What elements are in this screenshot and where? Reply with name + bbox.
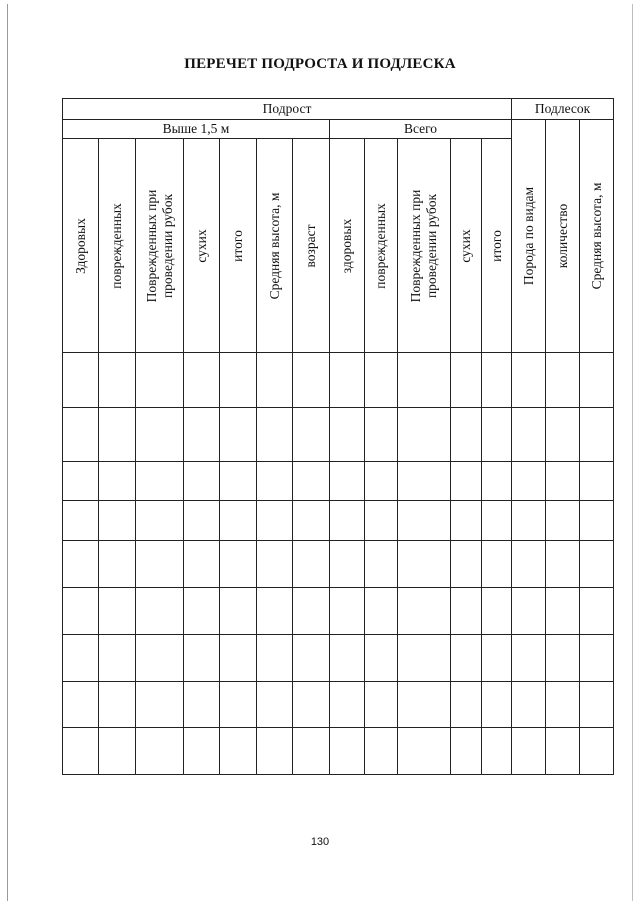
- col-header-avg-height-underbrush: Средняя высота, м: [580, 120, 614, 353]
- table-cell[interactable]: [136, 541, 184, 588]
- table-cell[interactable]: [546, 635, 580, 682]
- table-row: [63, 353, 614, 408]
- table-cell[interactable]: [184, 541, 220, 588]
- col-header-damaged-logging: Поврежденных при проведении рубок: [136, 139, 184, 353]
- tally-table: [62, 98, 614, 775]
- col-header-species: Порода по видам: [512, 120, 546, 353]
- table-cell[interactable]: [546, 682, 580, 728]
- table-cell[interactable]: [63, 501, 99, 541]
- table-cell[interactable]: [293, 353, 330, 408]
- header-underbrush: Подлесок: [512, 99, 614, 120]
- table-cell[interactable]: [136, 501, 184, 541]
- table-cell[interactable]: [330, 462, 365, 501]
- table-cell[interactable]: [580, 728, 614, 775]
- table-cell[interactable]: [257, 728, 293, 775]
- table-cell[interactable]: [184, 462, 220, 501]
- table-cell[interactable]: [330, 635, 365, 682]
- table-cell[interactable]: [184, 728, 220, 775]
- table-cell[interactable]: [330, 408, 365, 462]
- table-cell[interactable]: [293, 501, 330, 541]
- page-title: ПЕРЕЧЕТ ПОДРОСТА И ПОДЛЕСКА: [184, 56, 456, 72]
- table-cell[interactable]: [398, 541, 451, 588]
- table-row: [63, 462, 614, 501]
- table-cell[interactable]: [365, 353, 398, 408]
- table-cell[interactable]: [330, 353, 365, 408]
- table-cell[interactable]: [512, 588, 546, 635]
- table-cell[interactable]: [220, 408, 257, 462]
- col-header-subtotal: итого: [220, 139, 257, 353]
- table-cell[interactable]: [184, 353, 220, 408]
- table-cell[interactable]: [482, 588, 512, 635]
- table-cell[interactable]: [512, 462, 546, 501]
- table-row: [63, 635, 614, 682]
- table-cell[interactable]: [451, 501, 482, 541]
- table-cell[interactable]: [546, 353, 580, 408]
- table-cell[interactable]: [398, 501, 451, 541]
- table-cell[interactable]: [365, 501, 398, 541]
- table-cell[interactable]: [136, 635, 184, 682]
- header-undergrowth: Подрост: [63, 99, 512, 120]
- table-cell[interactable]: [580, 501, 614, 541]
- table-cell[interactable]: [63, 408, 99, 462]
- table-cell[interactable]: [512, 682, 546, 728]
- table-cell[interactable]: [365, 541, 398, 588]
- col-header-damaged-logging-total: Поврежденных при проведении рубок: [398, 139, 451, 353]
- table-cell[interactable]: [99, 541, 136, 588]
- table-cell[interactable]: [482, 635, 512, 682]
- table-cell[interactable]: [580, 408, 614, 462]
- table-cell[interactable]: [293, 635, 330, 682]
- table-cell[interactable]: [136, 353, 184, 408]
- table-cell[interactable]: [220, 635, 257, 682]
- table-cell[interactable]: [184, 635, 220, 682]
- table-cell[interactable]: [451, 635, 482, 682]
- table-cell[interactable]: [99, 682, 136, 728]
- table-cell[interactable]: [136, 728, 184, 775]
- table-cell[interactable]: [99, 501, 136, 541]
- col-header-quantity: количество: [546, 120, 580, 353]
- table-cell[interactable]: [257, 462, 293, 501]
- table-cell[interactable]: [398, 635, 451, 682]
- table-cell[interactable]: [220, 728, 257, 775]
- table-cell[interactable]: [63, 353, 99, 408]
- table-cell[interactable]: [546, 408, 580, 462]
- table-cell[interactable]: [293, 682, 330, 728]
- table-cell[interactable]: [293, 541, 330, 588]
- table-cell[interactable]: [398, 408, 451, 462]
- page-number: 130: [310, 836, 330, 848]
- table-cell[interactable]: [63, 682, 99, 728]
- table-cell[interactable]: [546, 462, 580, 501]
- table-cell[interactable]: [330, 728, 365, 775]
- table-row: [63, 682, 614, 728]
- table-cell[interactable]: [99, 408, 136, 462]
- table-cell[interactable]: [451, 588, 482, 635]
- table-cell[interactable]: [398, 588, 451, 635]
- table-cell[interactable]: [99, 353, 136, 408]
- table-cell[interactable]: [184, 588, 220, 635]
- table-cell[interactable]: [451, 541, 482, 588]
- table-cell[interactable]: [451, 728, 482, 775]
- table-cell[interactable]: [99, 462, 136, 501]
- table-cell[interactable]: [365, 408, 398, 462]
- table-cell[interactable]: [580, 541, 614, 588]
- table-cell[interactable]: [63, 588, 99, 635]
- table-cell[interactable]: [293, 462, 330, 501]
- table-cell[interactable]: [398, 462, 451, 501]
- table-cell[interactable]: [546, 501, 580, 541]
- table-row: [63, 728, 614, 775]
- table-cell[interactable]: [136, 462, 184, 501]
- table-cell[interactable]: [220, 682, 257, 728]
- table-cell[interactable]: [482, 541, 512, 588]
- table-cell[interactable]: [257, 541, 293, 588]
- col-header-dry-total: сухих: [451, 139, 482, 353]
- table-cell[interactable]: [220, 588, 257, 635]
- table-cell[interactable]: [220, 501, 257, 541]
- table-cell[interactable]: [293, 408, 330, 462]
- table-cell[interactable]: [546, 728, 580, 775]
- table-cell[interactable]: [365, 682, 398, 728]
- table-cell[interactable]: [63, 462, 99, 501]
- table-cell[interactable]: [482, 501, 512, 541]
- table-cell[interactable]: [99, 635, 136, 682]
- table-cell[interactable]: [293, 588, 330, 635]
- table-cell[interactable]: [365, 588, 398, 635]
- table-cell[interactable]: [365, 462, 398, 501]
- table-row: [63, 408, 614, 462]
- col-header-age: возраст: [293, 139, 330, 353]
- table-cell[interactable]: [63, 728, 99, 775]
- header-above-1-5m: Выше 1,5 м: [63, 120, 330, 139]
- table-cell[interactable]: [257, 635, 293, 682]
- table-cell[interactable]: [365, 635, 398, 682]
- table-cell[interactable]: [398, 353, 451, 408]
- table-cell[interactable]: [63, 635, 99, 682]
- table-cell[interactable]: [330, 541, 365, 588]
- table-cell[interactable]: [451, 353, 482, 408]
- table-cell[interactable]: [99, 728, 136, 775]
- col-header-dry: сухих: [184, 139, 220, 353]
- table-cell[interactable]: [220, 353, 257, 408]
- table-cell[interactable]: [580, 353, 614, 408]
- table-cell[interactable]: [512, 635, 546, 682]
- table-cell[interactable]: [99, 588, 136, 635]
- table-row: [63, 541, 614, 588]
- table-cell[interactable]: [257, 408, 293, 462]
- table-cell[interactable]: [512, 353, 546, 408]
- table-cell[interactable]: [330, 588, 365, 635]
- table-cell[interactable]: [451, 462, 482, 501]
- table-cell[interactable]: [482, 353, 512, 408]
- table-cell[interactable]: [365, 728, 398, 775]
- table-cell[interactable]: [482, 728, 512, 775]
- table-cell[interactable]: [580, 588, 614, 635]
- table-cell[interactable]: [398, 682, 451, 728]
- col-header-damaged-total: поврежденных: [365, 139, 398, 353]
- table-cell[interactable]: [451, 682, 482, 728]
- table-cell[interactable]: [580, 635, 614, 682]
- table-cell[interactable]: [330, 501, 365, 541]
- table-cell[interactable]: [257, 682, 293, 728]
- table-cell[interactable]: [257, 588, 293, 635]
- table-cell[interactable]: [136, 408, 184, 462]
- table-cell[interactable]: [512, 728, 546, 775]
- table-cell[interactable]: [580, 462, 614, 501]
- table-cell[interactable]: [482, 462, 512, 501]
- table-cell[interactable]: [136, 682, 184, 728]
- table-cell[interactable]: [184, 682, 220, 728]
- table-cell[interactable]: [482, 682, 512, 728]
- col-header-healthy: Здоровых: [63, 139, 99, 353]
- table-cell[interactable]: [482, 408, 512, 462]
- table-cell[interactable]: [184, 501, 220, 541]
- table-row: [63, 588, 614, 635]
- table-cell[interactable]: [293, 728, 330, 775]
- table-cell[interactable]: [546, 588, 580, 635]
- table-cell[interactable]: [512, 408, 546, 462]
- table-cell[interactable]: [257, 353, 293, 408]
- table-cell[interactable]: [136, 588, 184, 635]
- table-cell[interactable]: [512, 501, 546, 541]
- table-cell[interactable]: [398, 728, 451, 775]
- col-header-avg-height: Средняя высота, м: [257, 139, 293, 353]
- table-cell[interactable]: [220, 541, 257, 588]
- table-row: [63, 501, 614, 541]
- table-cell[interactable]: [546, 541, 580, 588]
- col-header-subtotal-total: итого: [482, 139, 512, 353]
- table-cell[interactable]: [330, 682, 365, 728]
- table-cell[interactable]: [257, 501, 293, 541]
- table-body: [63, 353, 614, 775]
- header-total: Всего: [330, 120, 512, 139]
- table-cell[interactable]: [451, 408, 482, 462]
- table-cell[interactable]: [580, 682, 614, 728]
- col-header-damaged: поврежденных: [99, 139, 136, 353]
- table-cell[interactable]: [184, 408, 220, 462]
- col-header-healthy-total: здоровых: [330, 139, 365, 353]
- table-cell[interactable]: [220, 462, 257, 501]
- table-cell[interactable]: [63, 541, 99, 588]
- table-cell[interactable]: [512, 541, 546, 588]
